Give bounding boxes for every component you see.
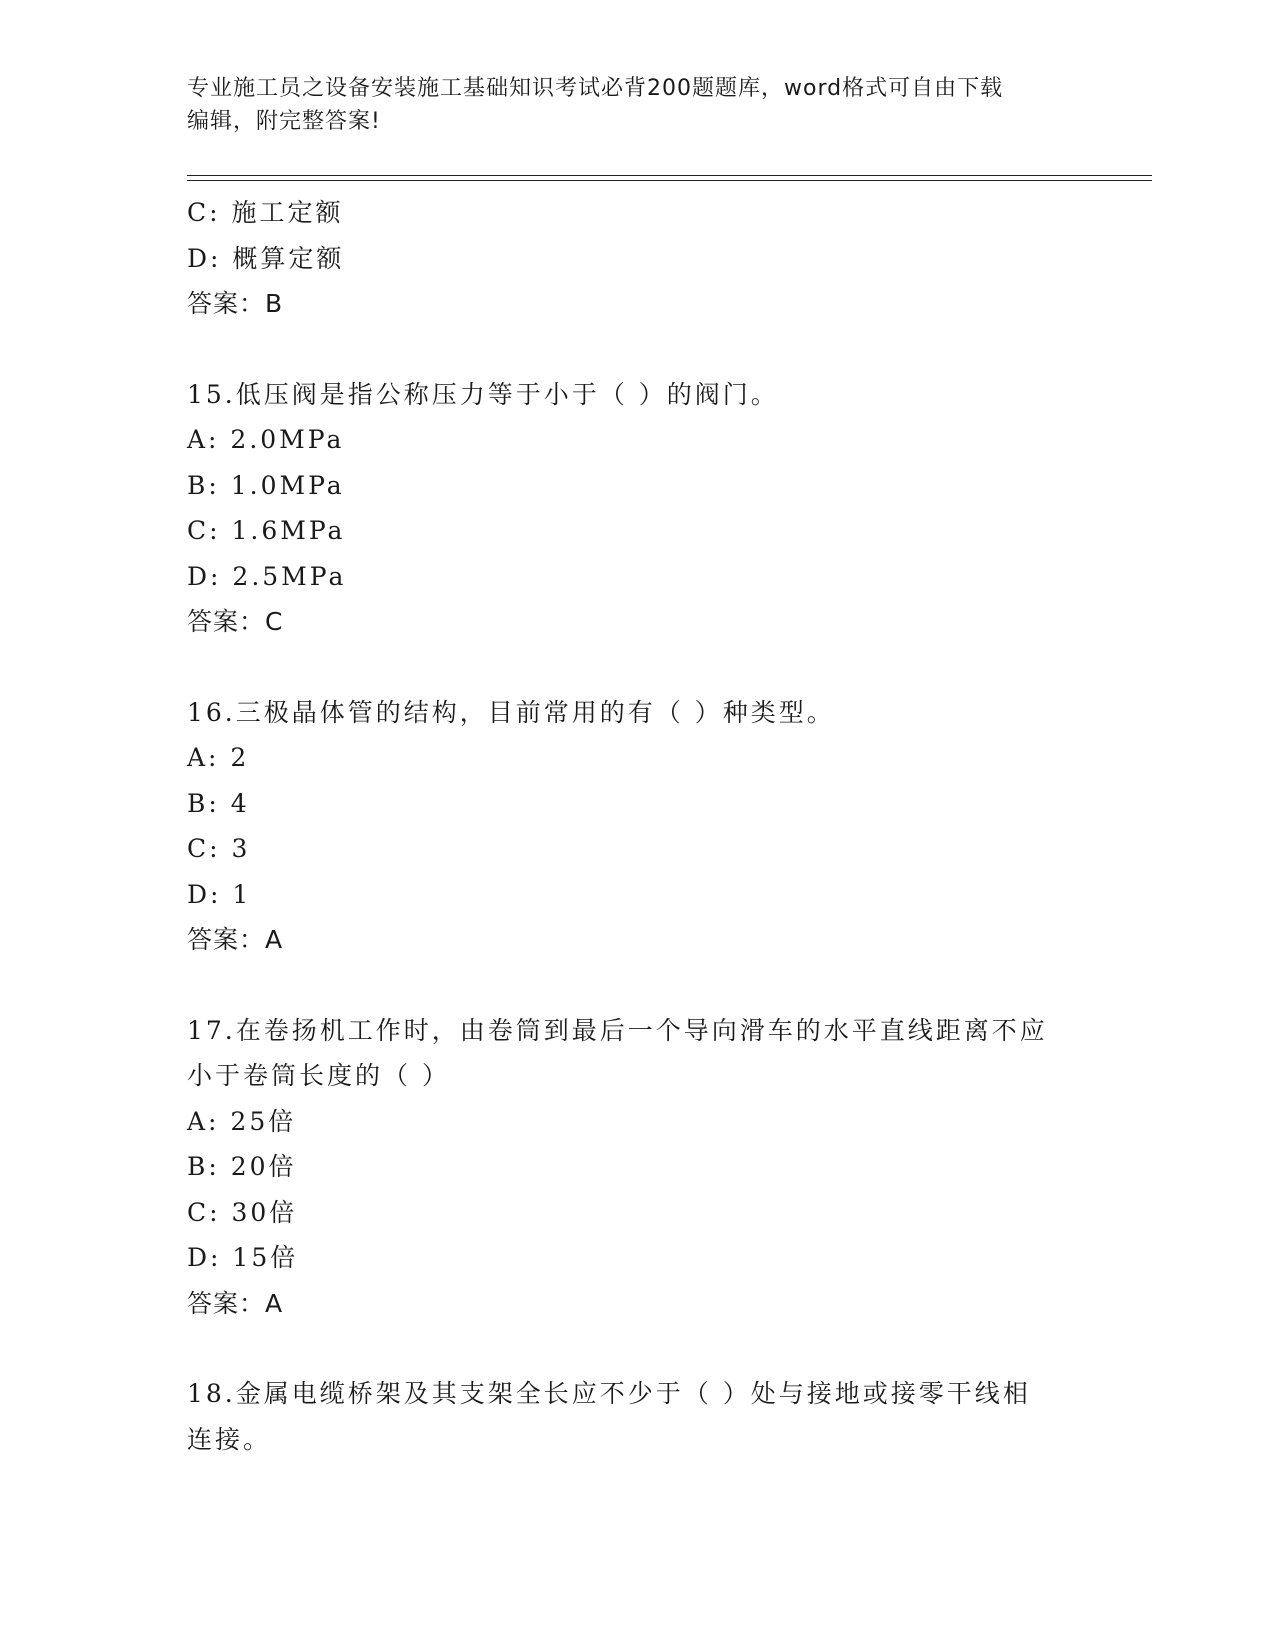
option-c: C: 1.6MPa [187,516,346,545]
question-text: 15.低压阀是指公称压力等于小于（ ）的阀门。 [187,379,779,409]
question-text-line-1: 18.金属电缆桥架及其支架全长应不少于（ ）处与接地或接零干线相 [187,1379,1031,1408]
answer-line: 答案：C [187,607,284,636]
question-text-line-2: 连接。 [187,1424,272,1454]
option-d: D: 15倍 [187,1243,299,1272]
option-c: C: 施工定额 [187,198,344,227]
answer-line: 答案：A [187,1288,284,1318]
answer-line: 答案：B [187,289,284,318]
option-a: A: 2.0MPa [187,425,345,454]
answer-line: 答案：A [187,925,284,954]
option-c: C: 30倍 [187,1197,298,1227]
option-d: D: 2.5MPa [187,561,347,591]
option-b: B: 4 [187,788,250,818]
option-c: C: 3 [187,834,251,863]
question-list [187,190,1087,1462]
question-15 [187,372,1087,645]
header-rule-bottom [187,180,1152,181]
question-17 [187,1008,1087,1327]
option-d: D: 概算定额 [187,243,345,273]
question-text-line-2: 小于卷筒长度的（ ） [187,1061,450,1090]
header-line-2: 编辑，附完整答案! [187,109,381,134]
question-text: 16.三极晶体管的结构，目前常用的有（ ）种类型。 [187,697,835,727]
option-a: A: 25倍 [187,1106,297,1136]
option-d: D: 1 [187,879,252,909]
option-b: B: 1.0MPa [187,470,345,500]
header-rule-top [187,175,1152,176]
question-14-tail [187,190,1087,327]
option-b: B: 20倍 [187,1152,297,1181]
question-text-line-1: 17.在卷扬机工作时，由卷筒到最后一个导向滑车的水平直线距离不应 [187,1015,1048,1045]
option-a: A: 2 [187,743,250,772]
question-18 [187,1371,1087,1462]
document-header [187,72,1087,138]
header-line-1: 专业施工员之设备安装施工基础知识考试必背200题题库，word格式可自由下载 [187,76,1004,101]
question-16 [187,690,1087,963]
